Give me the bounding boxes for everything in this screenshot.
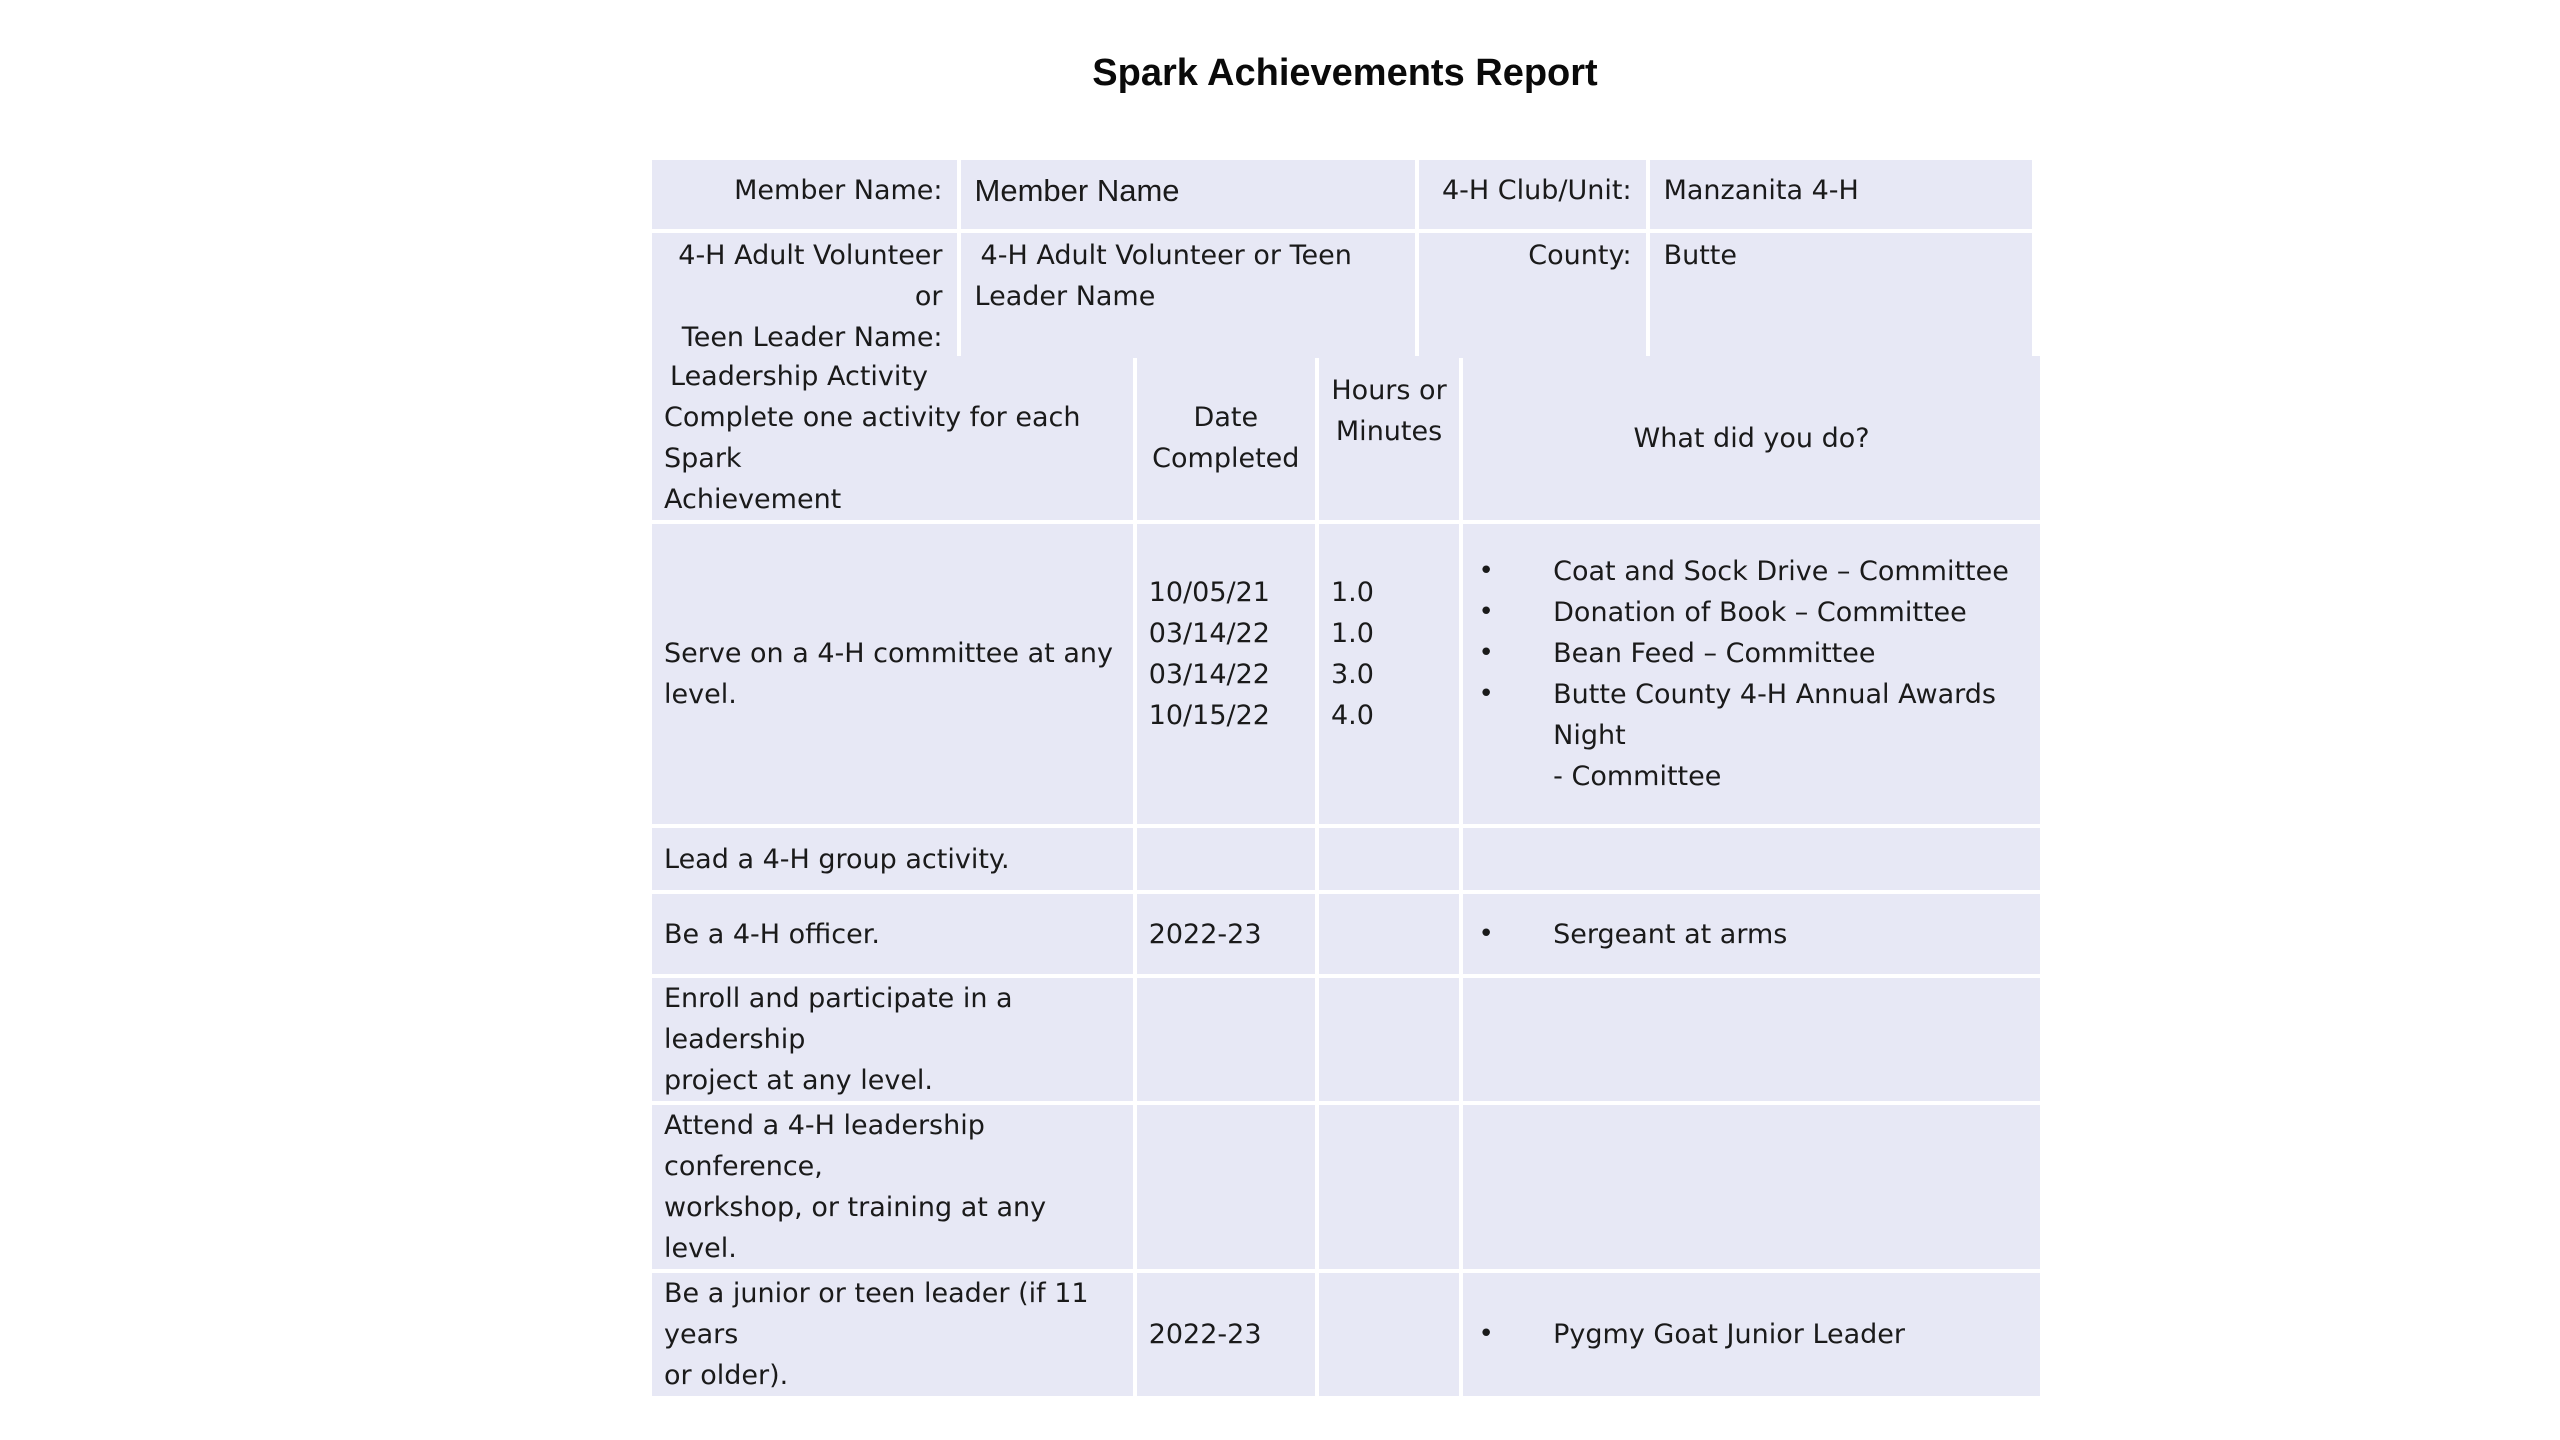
report-title: Spark Achievements Report bbox=[1092, 52, 1598, 94]
activity-cell bbox=[652, 828, 1133, 890]
activity-cell bbox=[652, 1273, 1133, 1396]
bullet-list bbox=[1475, 551, 2028, 797]
table-row bbox=[652, 1105, 2040, 1269]
hours-cell[interactable] bbox=[1319, 1273, 1459, 1396]
what-cell[interactable] bbox=[1463, 524, 2040, 824]
date-cell[interactable] bbox=[1137, 894, 1315, 974]
hours-entry: 4.0 bbox=[1330, 700, 1374, 731]
hours-cell[interactable] bbox=[1319, 524, 1459, 824]
what-cell[interactable] bbox=[1463, 1105, 2040, 1269]
bullet-list bbox=[1475, 1314, 2028, 1355]
member-name-label: Member Name: bbox=[652, 160, 957, 229]
list-item: • Pygmy Goat Junior Leader bbox=[1475, 1314, 2028, 1355]
activity-column-header bbox=[652, 356, 1133, 520]
list-item: • Sergeant at arms bbox=[1475, 914, 2028, 955]
table-row bbox=[652, 894, 2040, 974]
activity-cell bbox=[652, 978, 1133, 1101]
bullet-icon: • bbox=[1478, 597, 1494, 627]
activity-line: Serve on a 4-H committee at any bbox=[664, 638, 1113, 669]
date-entry: 10/15/22 bbox=[1148, 700, 1270, 731]
leader-label-line1: 4-H Adult Volunteer or bbox=[678, 240, 943, 312]
activity-cell bbox=[652, 894, 1133, 974]
club-field[interactable]: Manzanita 4-H bbox=[1650, 160, 2032, 229]
date-entry: 03/14/22 bbox=[1148, 618, 1270, 649]
hours-cell[interactable] bbox=[1319, 1105, 1459, 1269]
date-entry: 03/14/22 bbox=[1148, 659, 1270, 690]
hours-entry: 1.0 bbox=[1330, 577, 1374, 608]
member-info-table bbox=[648, 156, 2036, 362]
hours-column-header bbox=[1319, 356, 1459, 520]
date-header-line1: Date bbox=[1193, 402, 1259, 433]
date-cell[interactable] bbox=[1137, 1105, 1315, 1269]
list-item: • Butte County 4-H Annual Awards Night - Committee bbox=[1475, 674, 2028, 797]
activity-line: or older). bbox=[664, 1360, 789, 1391]
date-entry: 2022-23 bbox=[1148, 918, 1262, 950]
bullet-icon: • bbox=[1478, 918, 1494, 949]
activity-line: Lead a 4-H group activity. bbox=[664, 843, 1010, 875]
leader-label-line2: Teen Leader Name: bbox=[681, 322, 943, 353]
table-header-row bbox=[652, 356, 2040, 520]
date-cell[interactable] bbox=[1137, 978, 1315, 1101]
hours-entry: 1.0 bbox=[1330, 618, 1374, 649]
table-row bbox=[652, 524, 2040, 824]
leader-value-line2: Leader Name bbox=[974, 281, 1156, 312]
bullet-icon: • bbox=[1478, 638, 1494, 668]
bullet-icon: • bbox=[1478, 1319, 1494, 1349]
activity-line: workshop, or training at any level. bbox=[664, 1192, 1047, 1264]
date-header-line2: Completed bbox=[1152, 443, 1300, 474]
leader-label bbox=[652, 233, 957, 358]
activity-header-line3: Achievement bbox=[664, 484, 842, 515]
date-cell[interactable] bbox=[1137, 1273, 1315, 1396]
activity-cell bbox=[652, 1105, 1133, 1269]
activity-line: Be a 4-H officer. bbox=[664, 918, 880, 950]
list-item: • Coat and Sock Drive – Committee bbox=[1475, 551, 2028, 592]
list-item: • Bean Feed – Committee bbox=[1475, 633, 2028, 674]
leader-value-line1: 4-H Adult Volunteer or Teen bbox=[980, 240, 1352, 271]
activity-header-line1: Leadership Activity bbox=[670, 361, 928, 392]
activity-header-line2: Complete one activity for each Spark bbox=[664, 402, 1081, 474]
date-cell[interactable] bbox=[1137, 828, 1315, 890]
county-label: County: bbox=[1419, 233, 1646, 358]
date-entry: 2022-23 bbox=[1148, 1319, 1262, 1350]
county-field[interactable]: Butte bbox=[1650, 233, 2032, 358]
leadership-activity-table bbox=[648, 352, 2044, 1400]
table-row bbox=[652, 978, 2040, 1101]
date-cell[interactable] bbox=[1137, 524, 1315, 824]
activity-line: Enroll and participate in a leadership bbox=[664, 983, 1013, 1055]
hours-header-line1: Hours or bbox=[1331, 375, 1447, 406]
activity-line: level. bbox=[664, 679, 737, 710]
hours-entry: 3.0 bbox=[1330, 659, 1374, 690]
leader-name-field[interactable] bbox=[961, 233, 1415, 358]
what-cell[interactable] bbox=[1463, 828, 2040, 890]
activity-cell bbox=[652, 524, 1133, 824]
table-row bbox=[652, 1273, 2040, 1396]
hours-header-line2: Minutes bbox=[1335, 416, 1443, 447]
hours-cell[interactable] bbox=[1319, 828, 1459, 890]
table-row bbox=[652, 828, 2040, 890]
date-entry: 10/05/21 bbox=[1148, 577, 1270, 608]
what-cell[interactable] bbox=[1463, 1273, 2040, 1396]
member-name-field[interactable]: Member Name bbox=[961, 160, 1415, 229]
hours-cell[interactable] bbox=[1319, 894, 1459, 974]
list-item: • Donation of Book – Committee bbox=[1475, 592, 2028, 633]
club-label: 4-H Club/Unit: bbox=[1419, 160, 1646, 229]
activity-line: project at any level. bbox=[664, 1065, 934, 1096]
bullet-list bbox=[1475, 914, 2028, 955]
what-cell[interactable] bbox=[1463, 978, 2040, 1101]
what-cell[interactable] bbox=[1463, 894, 2040, 974]
bullet-icon: • bbox=[1478, 556, 1494, 586]
date-column-header bbox=[1137, 356, 1315, 520]
activity-line: Be a junior or teen leader (if 11 years bbox=[664, 1278, 1089, 1350]
bullet-icon: • bbox=[1478, 679, 1494, 709]
hours-cell[interactable] bbox=[1319, 978, 1459, 1101]
activity-line: Attend a 4-H leadership conference, bbox=[664, 1110, 985, 1182]
what-column-header: What did you do? bbox=[1463, 356, 2040, 520]
